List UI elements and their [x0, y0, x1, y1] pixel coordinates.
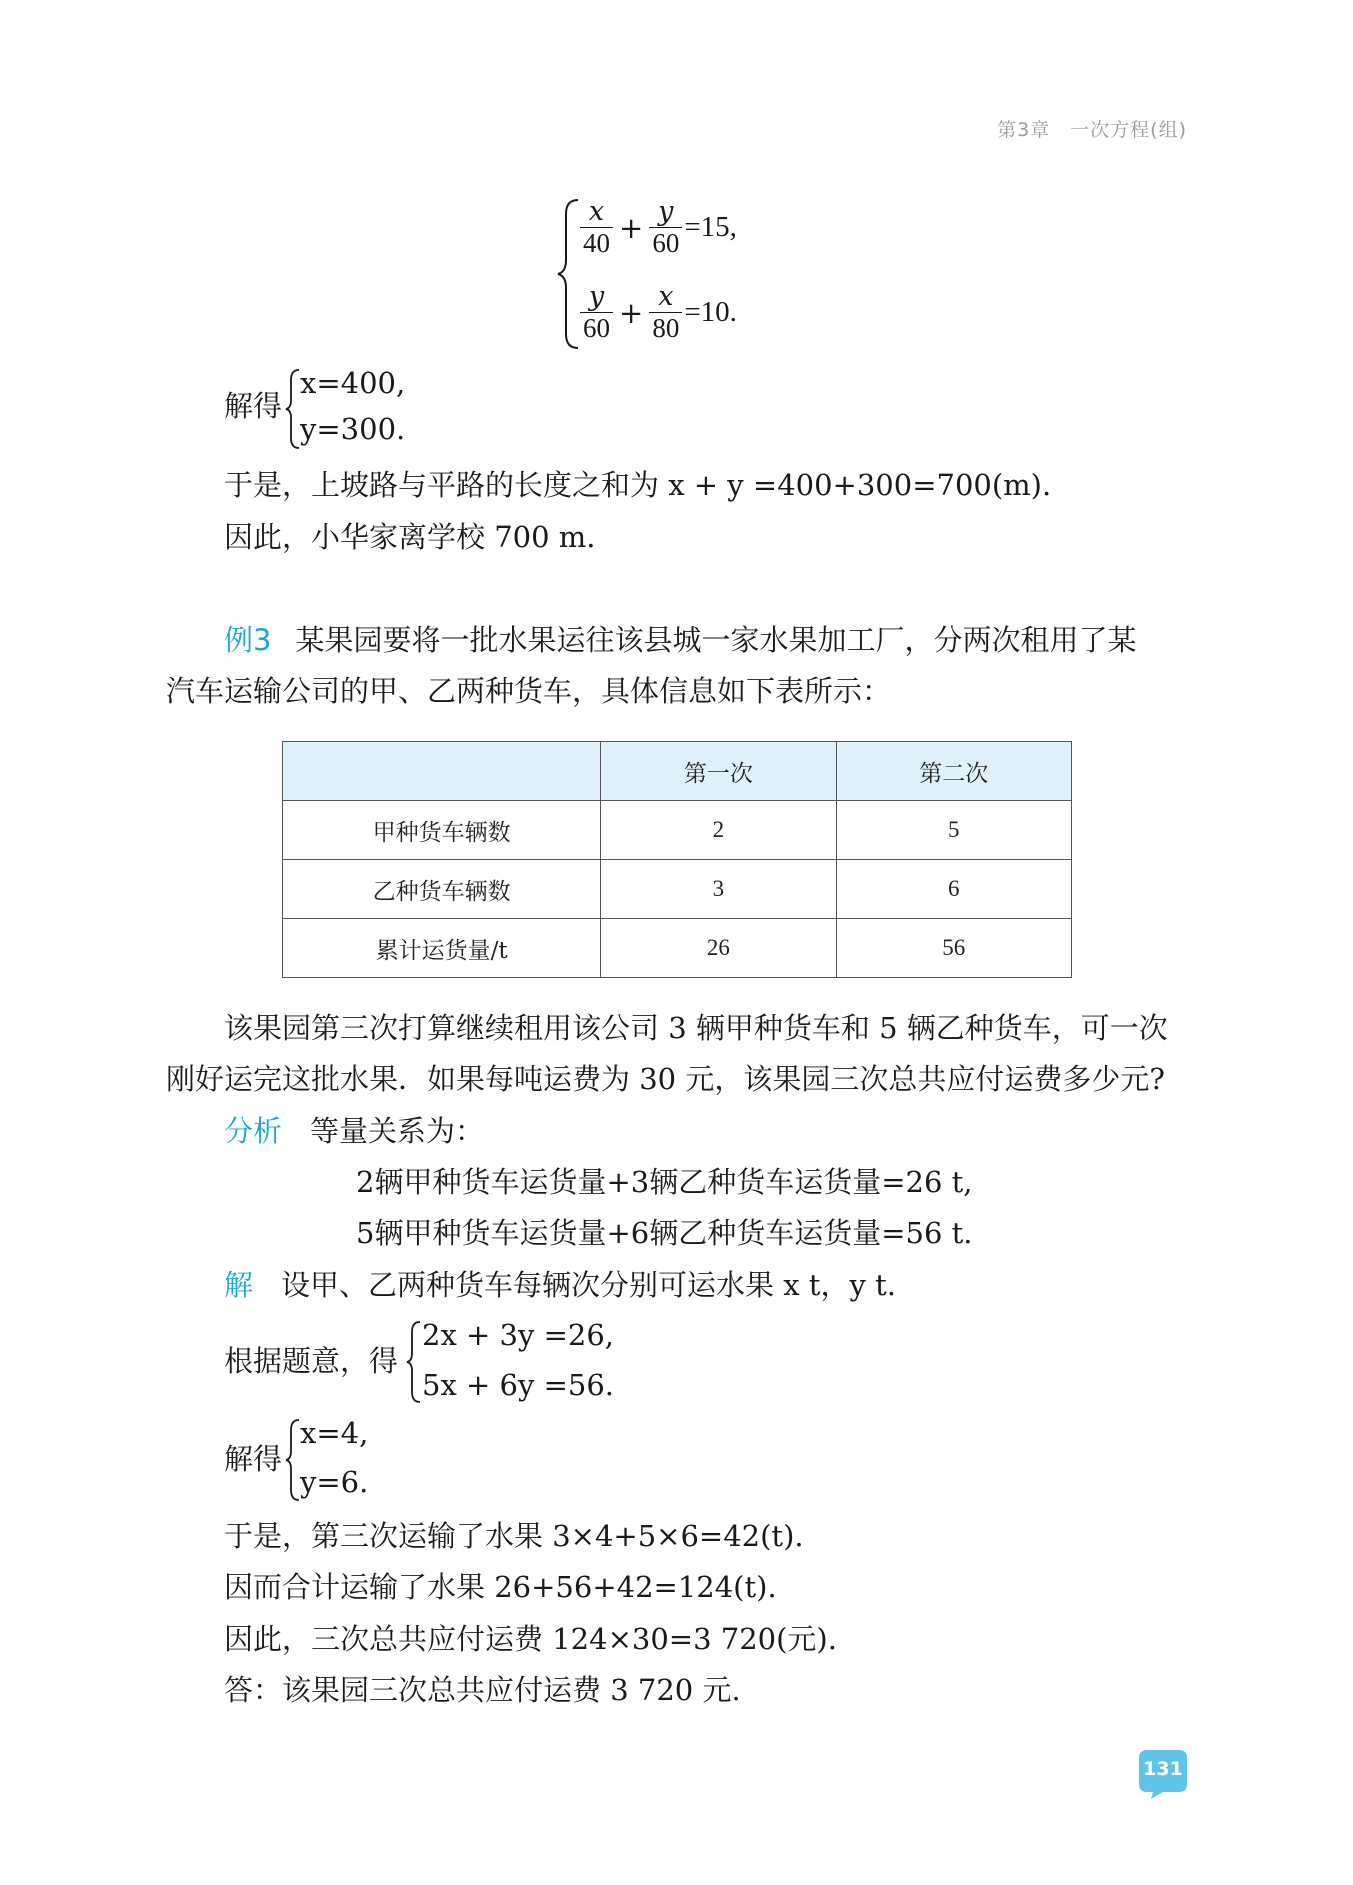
solution1-label: 解得 [224, 389, 283, 423]
example3-line1: 例3 某果园要将一批水果运往该县城一家水果加工厂，分两次租用了某 [224, 623, 1137, 657]
table-cell: 累计运货量/t [283, 919, 601, 978]
step-2: 因而合计运输了水果 26+56+42=124(t). [224, 1570, 777, 1604]
solution2-x: x=4, [300, 1416, 369, 1450]
example-label: 例3 [224, 623, 272, 657]
page-number: 131 [1143, 1758, 1183, 1780]
step-1: 于是，第三次运输了水果 3×4+5×6=42(t). [224, 1519, 804, 1553]
sum-line: 于是，上坡路与平路的长度之和为 x + y =400+300=700(m). [224, 468, 1052, 502]
example3-line2: 汽车运输公司的甲、乙两种货车，具体信息如下表所示： [166, 674, 892, 708]
relation-1: 2辆甲种货车运货量+3辆乙种货车运货量=26 t, [356, 1165, 973, 1199]
step-3: 因此，三次总共应付运费 124×30=3 720(元). [224, 1622, 837, 1656]
solution-label: 解 [224, 1268, 254, 1302]
table-header-cell: 第二次 [836, 742, 1071, 801]
system2-equation-1: 2x + 3y =26, [422, 1318, 615, 1352]
table-header-cell: 第一次 [601, 742, 836, 801]
table-row [283, 919, 1072, 978]
fraction: $\frac{y}{60}$ [649, 197, 682, 258]
table-cell: 3 [601, 860, 836, 919]
table-cell: 5 [836, 801, 1071, 860]
solution1-y: y=300. [300, 412, 406, 446]
table-header-row [283, 742, 1072, 801]
fraction: $\frac{y}{60}$ [580, 282, 613, 343]
table-cell: 2 [601, 801, 836, 860]
relation-2: 5辆甲种货车运货量+6辆乙种货车运货量=56 t. [356, 1216, 973, 1250]
solved-label: 解得 [224, 1442, 283, 1476]
table-cell: 26 [601, 919, 836, 978]
chapter-number: 第3章 [997, 119, 1051, 141]
solution2-y: y=6. [300, 1465, 369, 1499]
analysis-label: 分析 [224, 1114, 283, 1148]
table-cell: 56 [836, 919, 1071, 978]
table-cell: 6 [836, 860, 1071, 919]
table-cell: 甲种货车辆数 [283, 801, 601, 860]
page-number-badge [1137, 1748, 1189, 1800]
system2-equation-2: 5x + 6y =56. [422, 1368, 615, 1402]
table-row [283, 860, 1072, 919]
analysis-line: 分析 等量关系为： [224, 1114, 485, 1148]
question-line2: 刚好运完这批水果．如果每吨运费为 30 元，该果园三次总共应付运费多少元? [166, 1062, 1165, 1096]
table-row [283, 801, 1072, 860]
table-header-cell [283, 742, 601, 801]
fraction: $\frac{x}{40}$ [580, 197, 613, 258]
system1-equation-2: $\frac{y}{60}$ + $\frac{x}{80}$ =10. [578, 282, 737, 343]
fraction: $\frac{x}{80}$ [649, 282, 682, 343]
system1-equation-1: $\frac{x}{40}$ + $\frac{y}{60}$ =15, [578, 197, 737, 258]
solution1-x: x=400, [300, 366, 406, 400]
solution-setup-line: 解 设甲、乙两种货车每辆次分别可运水果 x t，y t. [224, 1268, 896, 1302]
according-label: 根据题意，得 [224, 1344, 399, 1378]
table-cell: 乙种货车辆数 [283, 860, 601, 919]
truck-info-table [282, 741, 1072, 978]
question-line1: 该果园第三次打算继续租用该公司 3 辆甲种货车和 5 辆乙种货车，可一次 [224, 1011, 1168, 1045]
system2-brace [405, 1320, 423, 1404]
conclusion-line: 因此，小华家离学校 700 m. [224, 520, 596, 554]
chapter-title: 一次方程(组) [1070, 119, 1187, 141]
answer-line: 答：该果园三次总共应付运费 3 720 元. [224, 1673, 741, 1707]
running-header [997, 115, 1187, 142]
